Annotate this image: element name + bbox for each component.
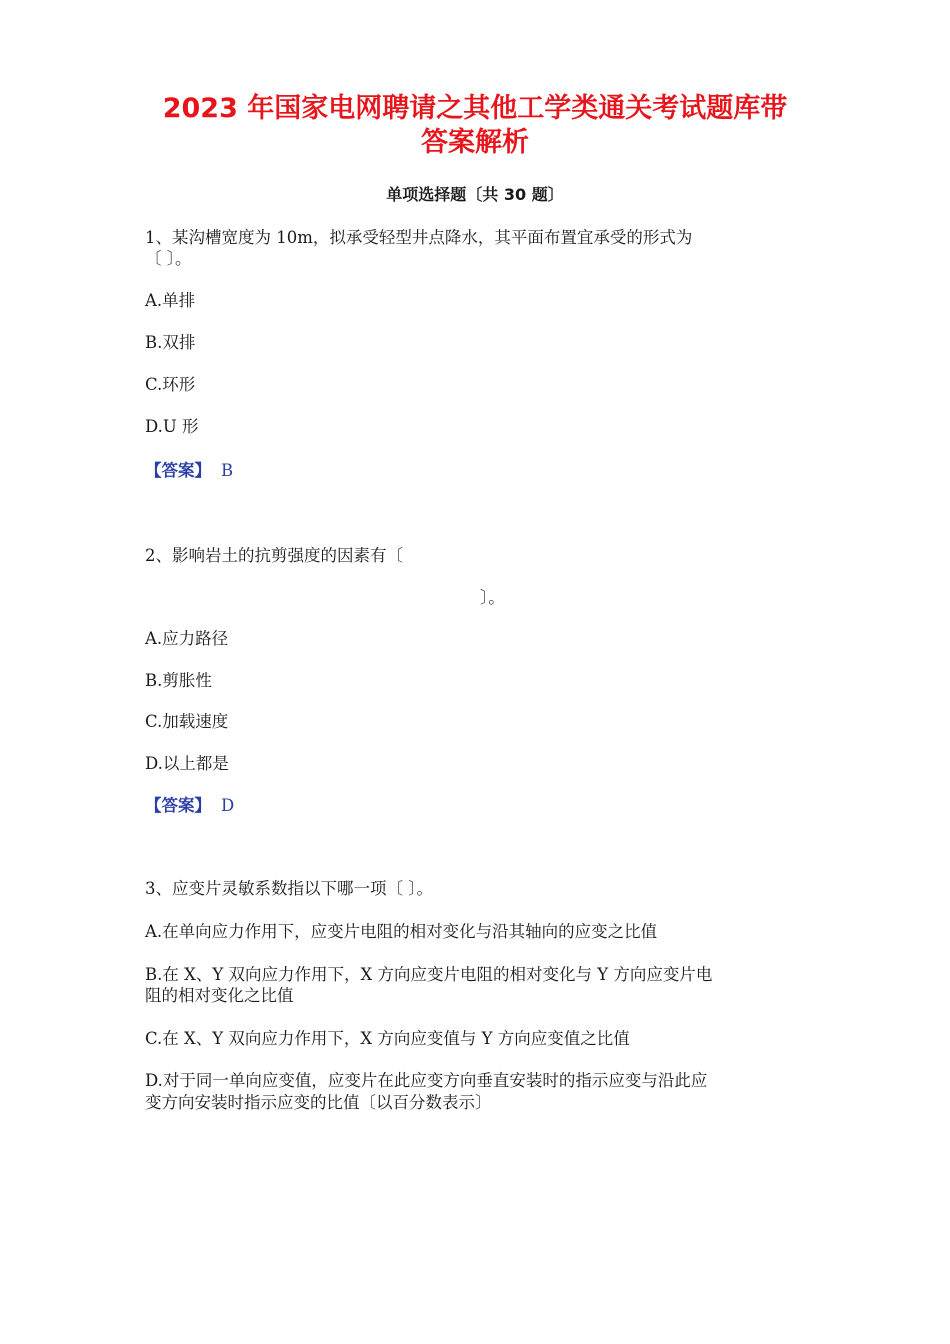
question-1-stem: 1、某沟槽宽度为 10m，拟承受轻型井点降水，其平面布置宜承受的形式为: [145, 228, 693, 247]
answer-label: 【答案】: [145, 796, 211, 815]
document-title-line-1: 2023 年国家电网聘请之其他工学类通关考试题库带: [162, 93, 788, 124]
question-3-option-b: B.在 X、Y 双向应力作用下，X 方向应变片电阻的相对变化与 Y 方向应变片电: [145, 965, 713, 984]
answer-label: 【答案】: [145, 461, 211, 480]
document-title-line-2: 答案解析: [421, 127, 529, 158]
question-2-option-b: B.剪胀性: [145, 671, 212, 690]
question-3-stem: 3、应变片灵敏系数指以下哪一项〔 〕。: [145, 879, 433, 898]
question-3-option-a: A.在单向应力作用下，应变片电阻的相对变化与沿其轴向的应变之比值: [145, 922, 658, 941]
question-3-option-c: C.在 X、Y 双向应力作用下，X 方向应变值与 Y 方向应变值之比值: [145, 1029, 630, 1048]
question-1-option-a: A.单排: [145, 291, 196, 310]
question-2-option-a: A.应力路径: [145, 629, 229, 648]
answer-value: D: [221, 796, 235, 815]
question-2-option-d: D.以上都是: [145, 754, 229, 773]
question-3-option-d: D.对于同一单向应变值，应变片在此应变方向垂直安装时的指示应变与沿此应: [145, 1071, 708, 1090]
question-1-option-b: B.双排: [145, 333, 196, 352]
question-3-option-b-continued: 阻的相对变化之比值: [145, 986, 294, 1005]
question-1-stem-continued: 〔 〕。: [145, 249, 192, 268]
question-1-answer: [145, 460, 233, 482]
question-2-stem: 2、影响岩土的抗剪强度的因素有〔: [145, 546, 403, 565]
section-heading: 单项选择题〔共 30 题〕: [386, 185, 564, 204]
question-2-answer: [145, 795, 234, 817]
question-1-option-d: D.U 形: [145, 417, 199, 436]
question-1-option-c: C.环形: [145, 375, 196, 394]
question-2-stem-continued: 〕。: [480, 588, 505, 607]
question-3-option-d-continued: 变方向安装时指示应变的比值〔以百分数表示〕: [145, 1093, 492, 1112]
answer-value: B: [221, 461, 234, 480]
question-2-option-c: C.加载速度: [145, 712, 229, 731]
